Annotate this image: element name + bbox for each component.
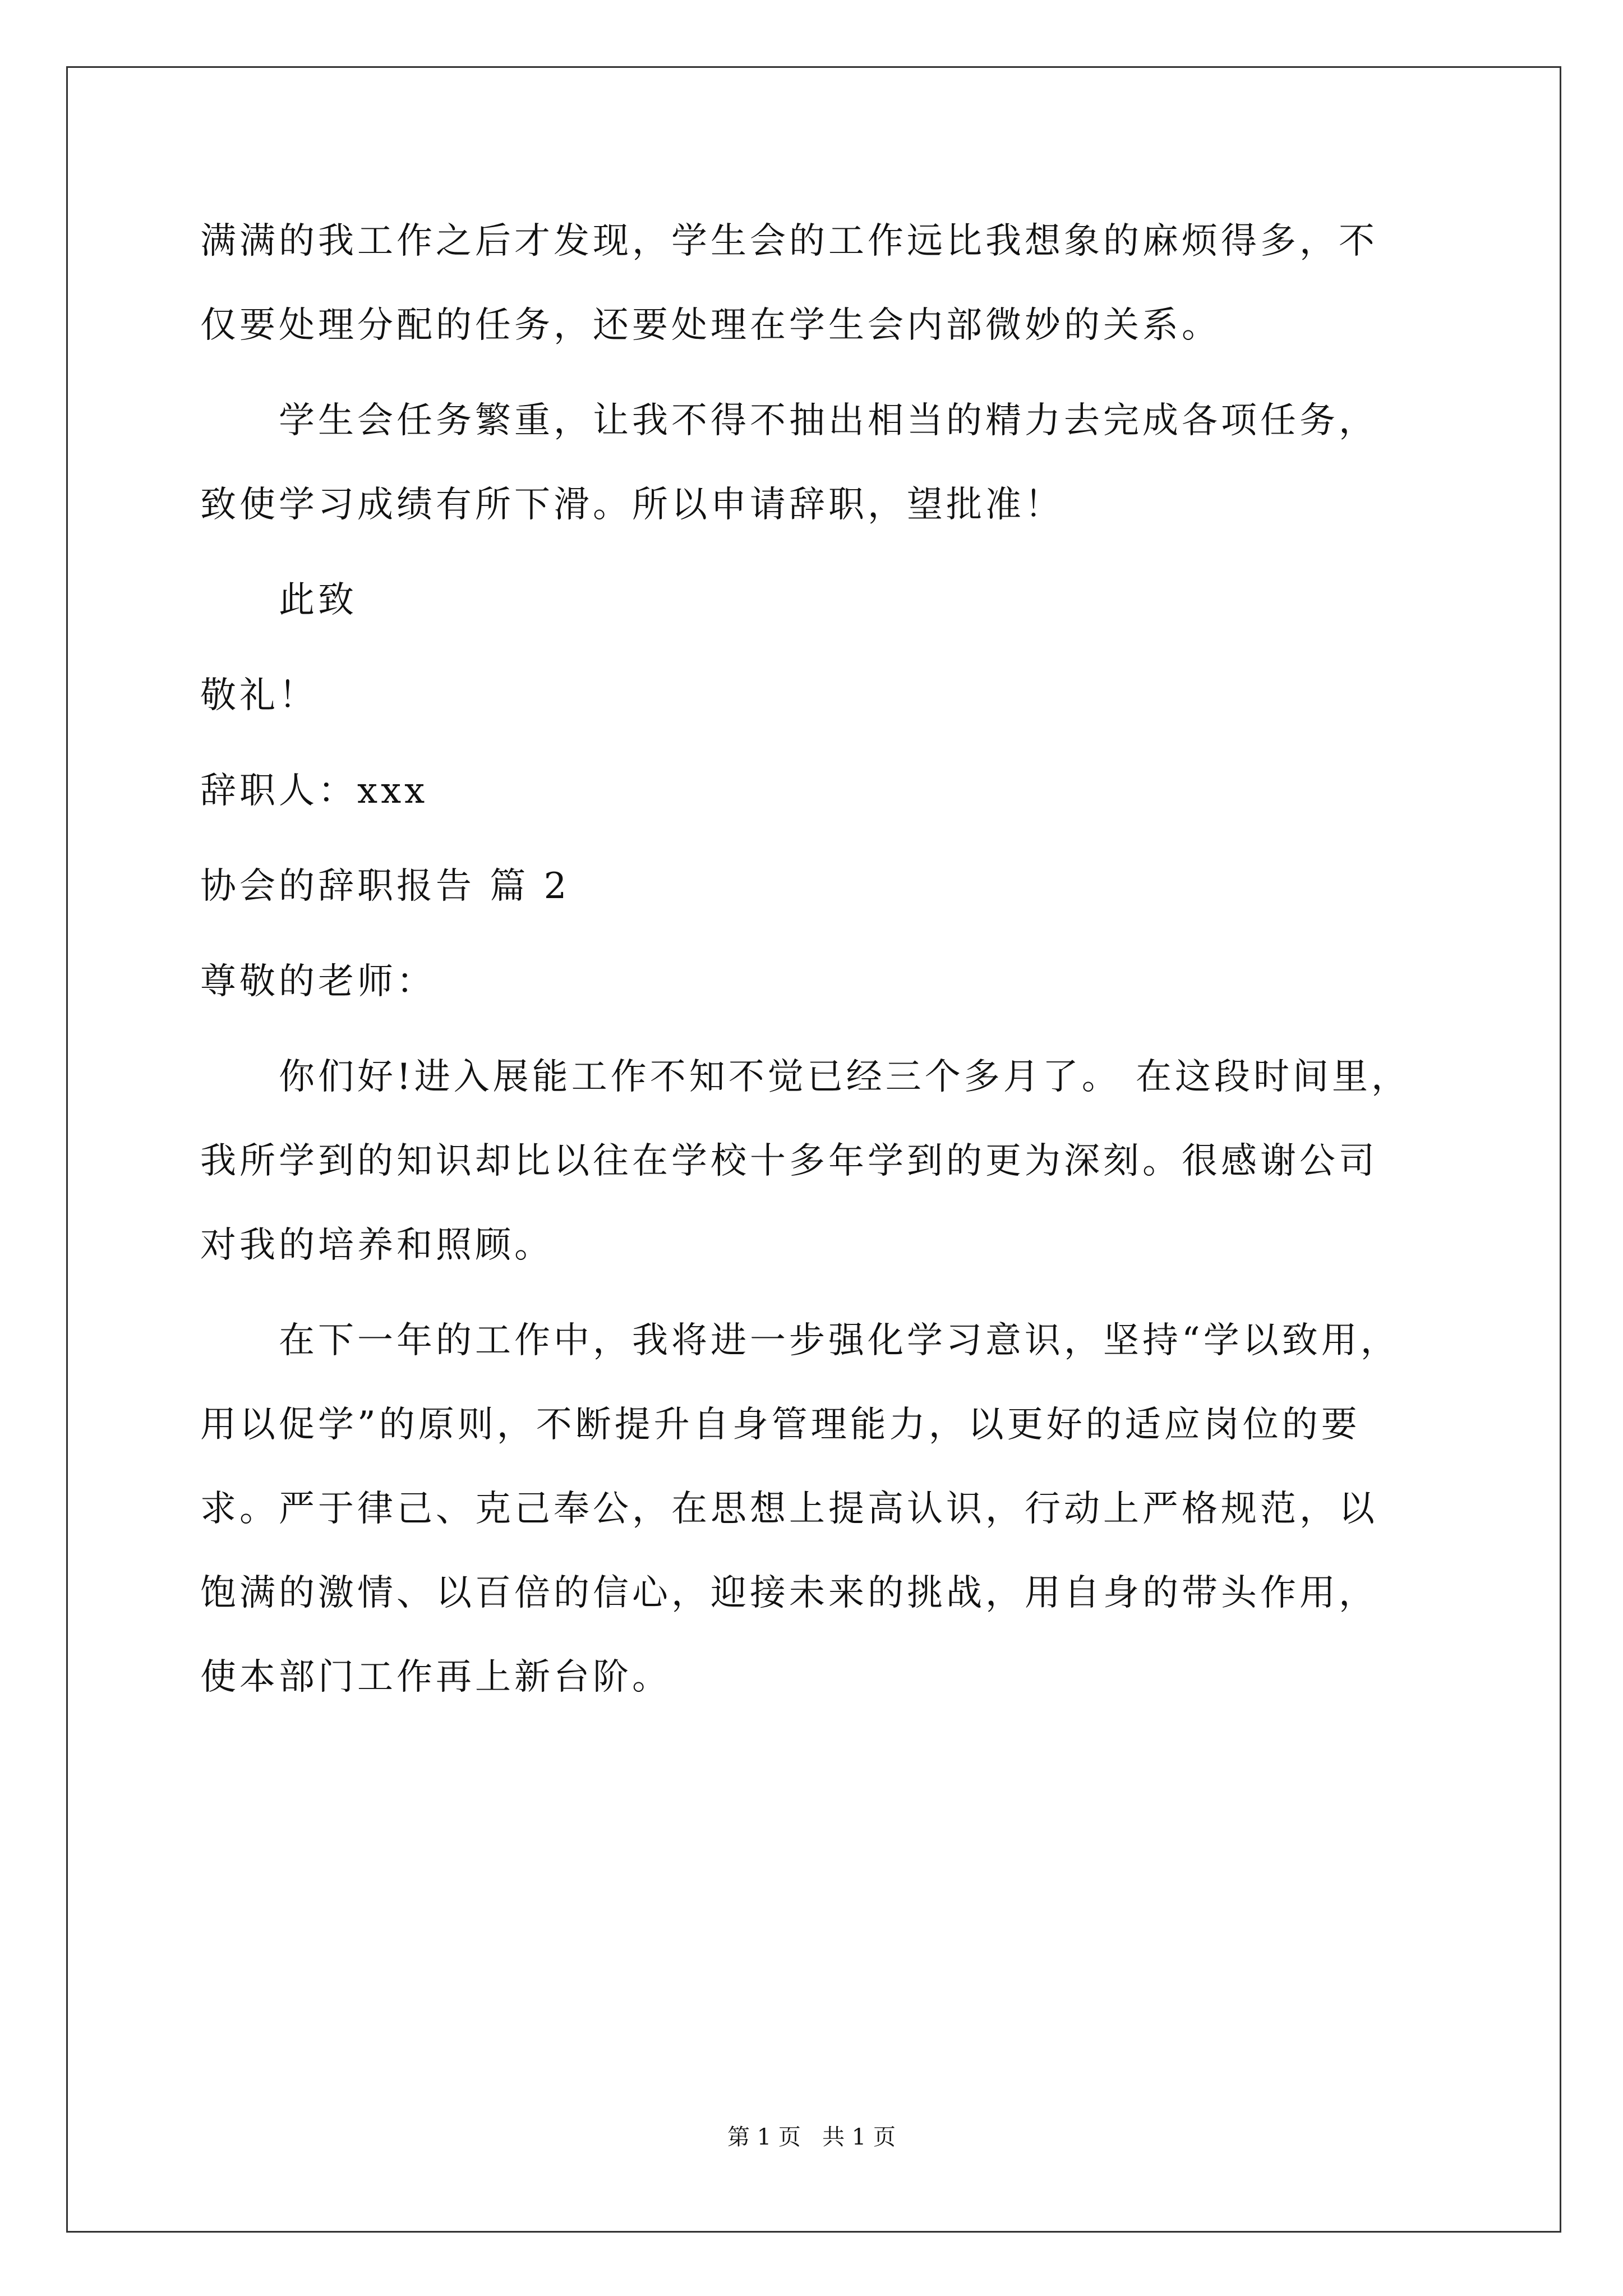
paragraph-line: 对我的培养和照顾。 [200, 1225, 554, 1266]
section-heading: 协会的辞职报告 篇 2 [200, 866, 570, 907]
paragraph-line: 我所学到的知识却比以往在学校十多年学到的更为深刻。很感谢公司 [200, 1140, 1378, 1182]
closing-salutation: 此致 [279, 579, 357, 621]
closing-regards: 敬礼！ [200, 675, 318, 716]
page-footer: 第 1 页 共 1 页 [727, 2124, 896, 2150]
paragraph-line: 学生会任务繁重，让我不得不抽出相当的精力去完成各项任务， [279, 400, 1378, 441]
greeting: 尊敬的老师： [200, 961, 436, 1002]
paragraph-line: 致使学习成绩有所下滑。所以申请辞职，望批准！ [200, 484, 1064, 526]
paragraph-line: 满满的我工作之后才发现，学生会的工作远比我想象的麻烦得多，不 [200, 220, 1378, 262]
paragraph-line: 在下一年的工作中，我将进一步强化学习意识，坚持“学以致用， [279, 1320, 1400, 1361]
signature-line: 辞职人：xxx [200, 770, 428, 812]
paragraph-line: 饱满的激情、以百倍的信心，迎接未来的挑战，用自身的带头作用， [200, 1572, 1378, 1614]
paragraph-line: 使本部门工作再上新台阶。 [200, 1657, 671, 1698]
paragraph-line: 求。严于律己、克己奉公，在思想上提高认识，行动上严格规范，以 [200, 1488, 1378, 1530]
paragraph-line: 你们好!进入展能工作不知不觉已经三个多月了。 在这段时间里， [279, 1056, 1411, 1098]
paragraph-line: 仅要处理分配的任务，还要处理在学生会内部微妙的关系。 [200, 305, 1221, 346]
paragraph-line: 用以促学”的原则，不断提升自身管理能力，以更好的适应岗位的要 [200, 1404, 1361, 1446]
